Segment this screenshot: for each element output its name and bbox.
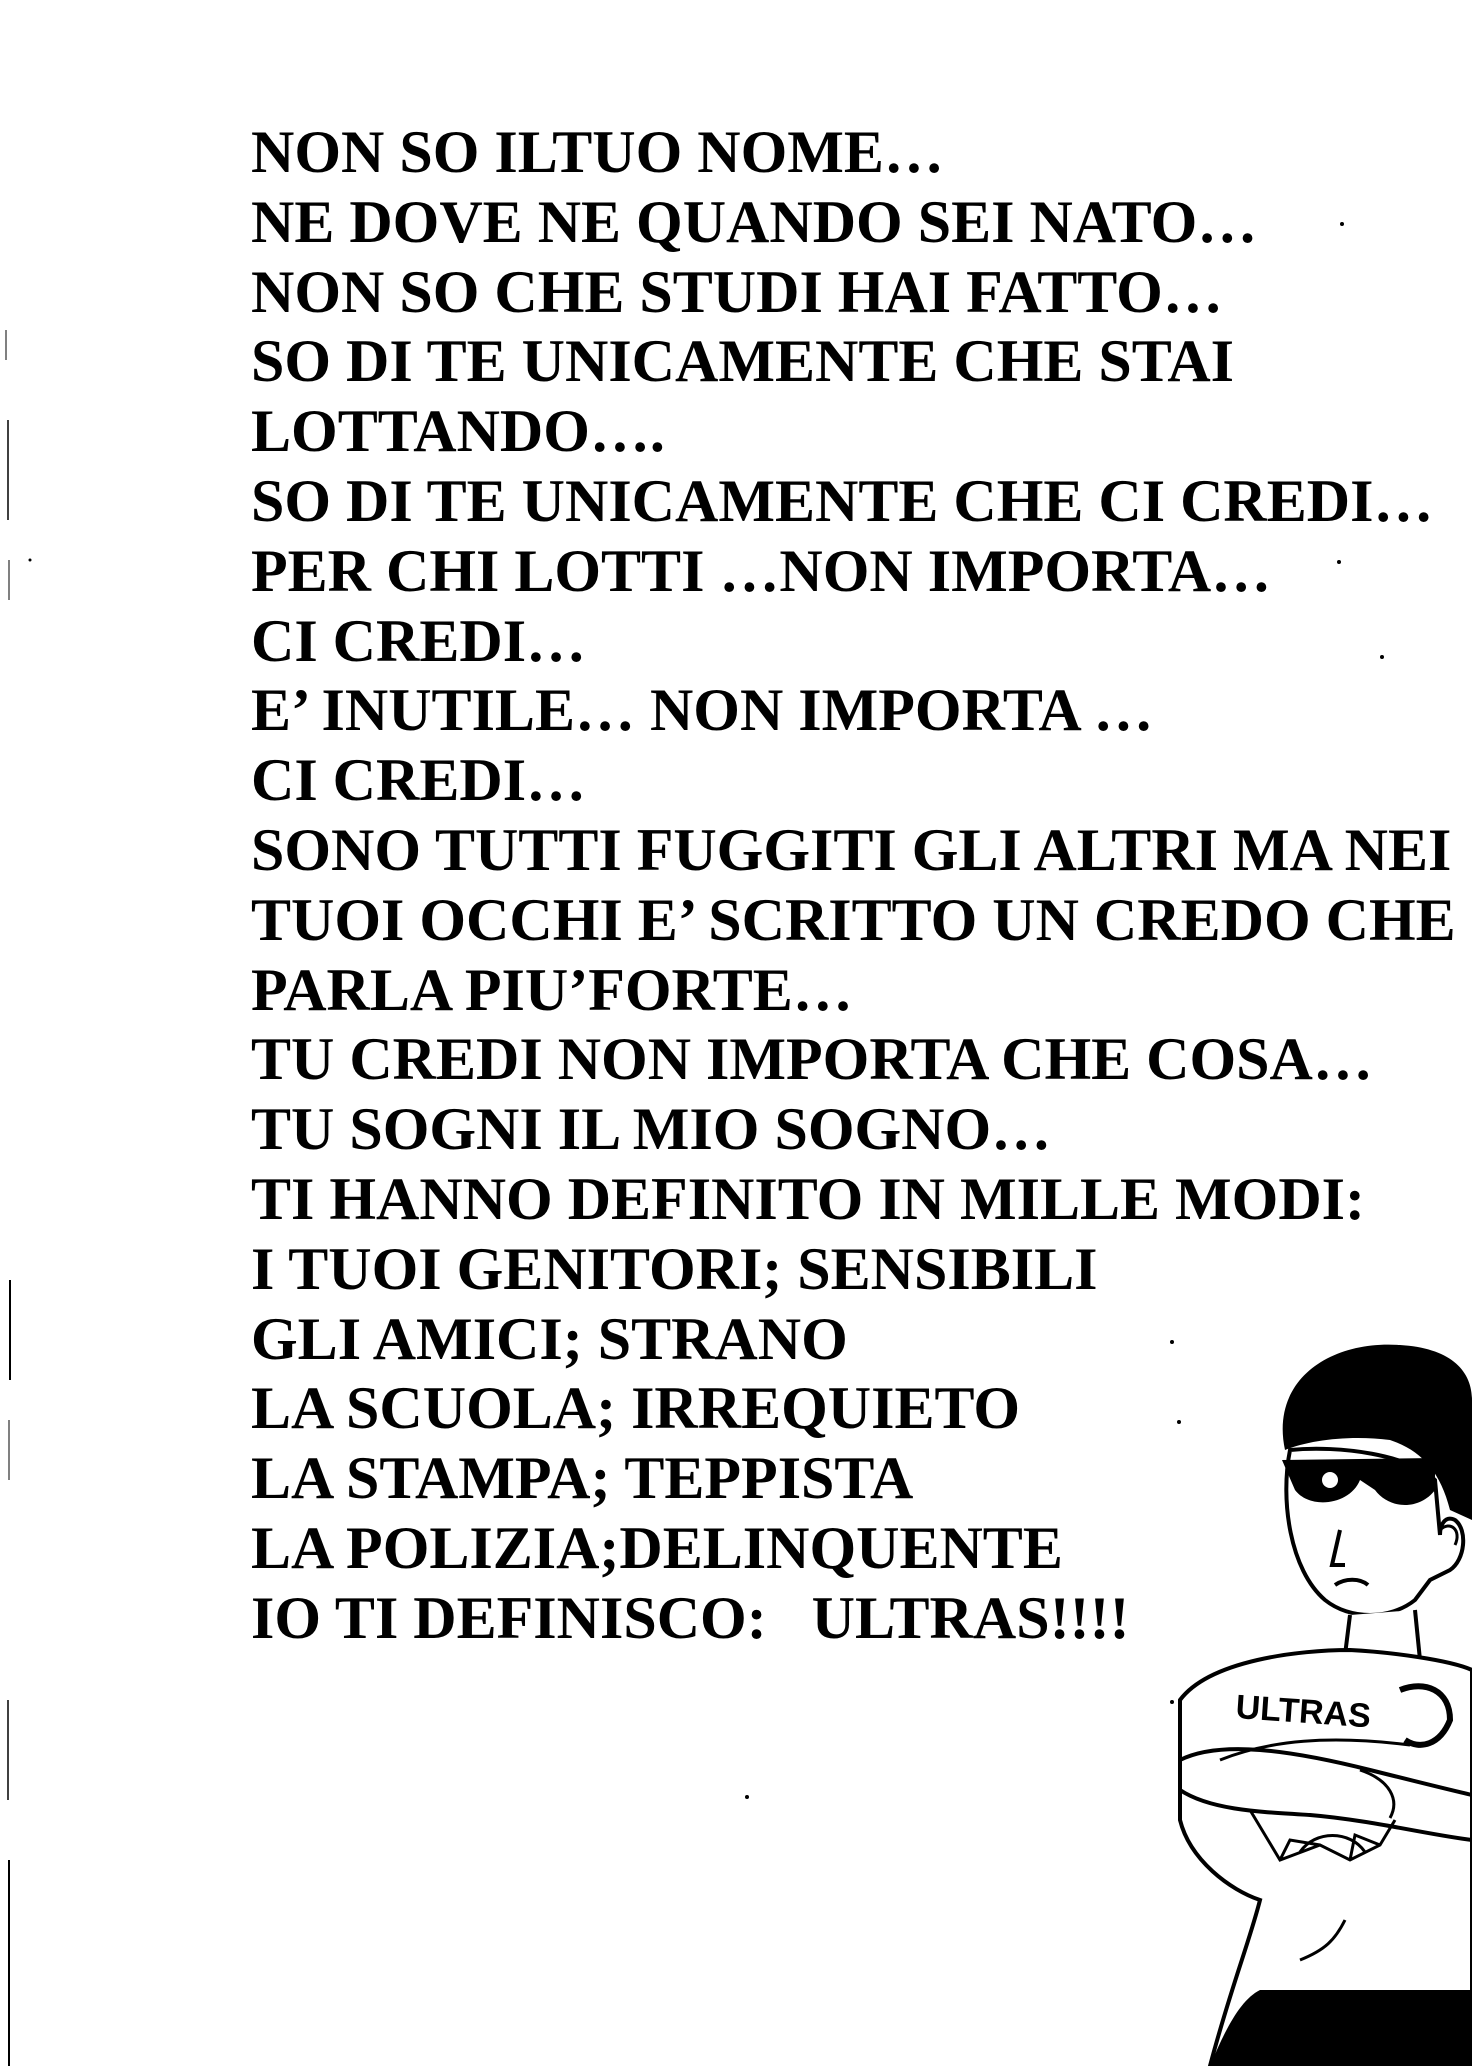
poem-line: GLI AMICI; STRANO xyxy=(251,1305,848,1372)
cartoon-pants xyxy=(1210,1990,1472,2066)
poem-line: LA POLIZIA;DELINQUENTE xyxy=(251,1514,1063,1581)
poem-line: LA STAMPA; TEPPISTA xyxy=(251,1445,914,1512)
poem-line: TU SOGNI IL MIO SOGNO… xyxy=(251,1096,1052,1163)
poem-line: TI HANNO DEFINITO IN MILLE MODI: xyxy=(251,1165,1366,1232)
poem-line: SO DI TE UNICAMENTE CHE STAI xyxy=(251,328,1234,395)
poem-line: I TUOI GENITORI; SENSIBILI xyxy=(251,1235,1098,1302)
poem-line: SONO TUTTI FUGGITI GLI ALTRI MA NEI xyxy=(251,816,1452,883)
ultras-cartoon-illustration xyxy=(1150,1340,1472,2066)
poem-line: LA SCUOLA; IRREQUIETO xyxy=(251,1375,1021,1442)
poem-line: IO TI DEFINISCO: ULTRAS!!!! xyxy=(251,1584,1130,1651)
ink-speck xyxy=(745,1795,749,1799)
ink-speck xyxy=(1337,560,1341,564)
poem-line: SO DI TE UNICAMENTE CHE CI CREDI… xyxy=(251,467,1434,534)
poem-line: PER CHI LOTTI …NON IMPORTA… xyxy=(251,537,1272,604)
poem-line: NON SO CHE STUDI HAI FATTO… xyxy=(251,258,1223,325)
poem-line: TU CREDI NON IMPORTA CHE COSA… xyxy=(251,1026,1373,1093)
poem-line: TUOI OCCHI E’ SCRITTO UN CREDO CHE xyxy=(251,886,1456,953)
poem-line: E’ INUTILE… NON IMPORTA … xyxy=(251,677,1154,744)
scan-edge-artifact xyxy=(0,0,40,2066)
ink-speck xyxy=(1340,222,1344,226)
poem-line: CI CREDI… xyxy=(251,747,587,814)
poem-line: CI CREDI… xyxy=(251,607,587,674)
poem-line: NON SO ILTUO NOME… xyxy=(251,119,944,185)
shirt-logo-text: ULTRAS xyxy=(1234,1688,1373,1736)
poem-line: NE DOVE NE QUANDO SEI NATO… xyxy=(251,188,1258,255)
poem-line: LOTTANDO…. xyxy=(251,398,665,465)
poem-line: PARLA PIU’FORTE… xyxy=(251,956,853,1023)
ink-speck xyxy=(1380,655,1384,659)
